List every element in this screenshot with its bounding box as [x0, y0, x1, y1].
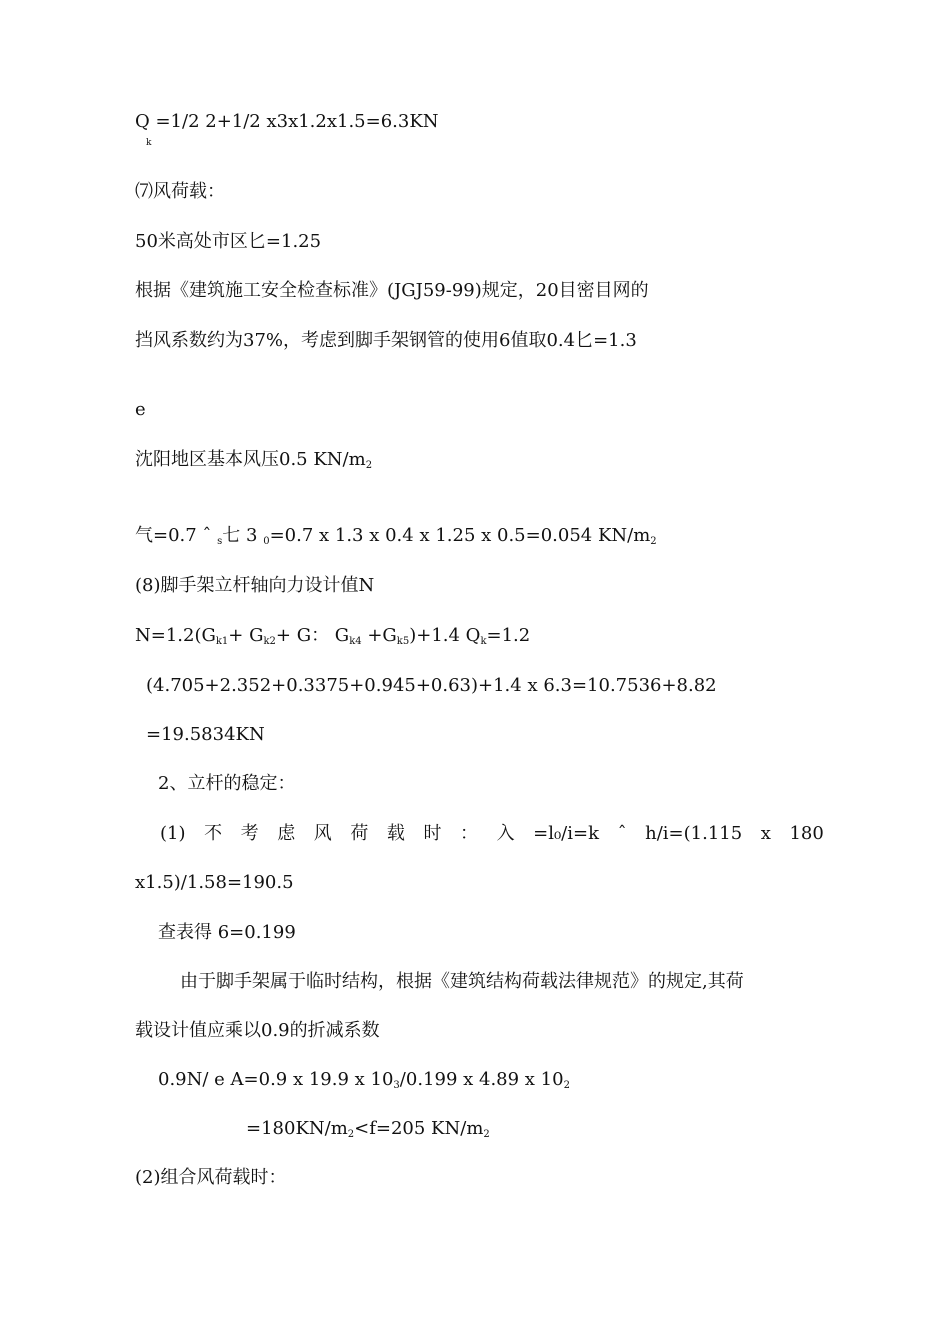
axial-sub-k5: k5 — [396, 636, 410, 647]
slenderness-part: 时 — [423, 823, 442, 844]
slenderness-part: =l₀/i=k — [533, 823, 599, 844]
formula-axial-force — [135, 625, 530, 653]
axial-sub-k2: k2 — [263, 636, 276, 647]
stress-result-sub2: 2 — [483, 1129, 490, 1140]
axial-part-g: +G — [361, 625, 397, 646]
formula-axial-values: (4.705+2.352+0.3375+0.945+0.63)+1.4 x 6.3=10.7536+8.82 — [146, 675, 717, 696]
text-standard-reference: 根据《建筑施工安全检查标准》(JGJ59-99)规定，20目密目网的 — [135, 280, 649, 301]
formula-wind-unit-sub: 2 — [650, 536, 657, 547]
text-wind-coefficient: 挡风系数约为37%，考虑到脚手架钢管的使用6值取0.4匕=1.3 — [135, 330, 637, 351]
stress-sub-3: 3 — [393, 1080, 400, 1091]
stress-result-sub: 2 — [347, 1129, 355, 1140]
formula-axial-result: =19.5834KN — [146, 724, 265, 745]
formula-stress-result — [246, 1118, 490, 1146]
slenderness-part: 180 — [789, 823, 824, 844]
formula-stress — [158, 1069, 570, 1097]
heading-combined-wind: (2)组合风荷载时： — [135, 1167, 287, 1188]
formula-qk-subscript: k — [146, 138, 152, 148]
heading-wind-load: ⑺风荷载： — [135, 181, 225, 202]
stress-part-c: /0.199 x 4.89 x 10 — [399, 1069, 564, 1090]
formula-wind-standard — [135, 525, 657, 553]
axial-sub-k1: k1 — [215, 636, 229, 647]
text-basic-wind-pressure — [135, 449, 372, 477]
formula-qk — [135, 111, 439, 133]
heading-stability: 2、立杆的稳定： — [158, 773, 296, 794]
slenderness-part: 风 — [313, 823, 332, 844]
slenderness-part: ： — [460, 823, 478, 844]
axial-part-e: + G： G — [275, 625, 350, 646]
slenderness-part: ˆ — [617, 823, 627, 844]
formula-wind-part3: =0.7 x 1.3 x 0.4 x 1.25 x 0.5=0.054 KN/m — [269, 525, 651, 546]
axial-part-i: )+1.4 Q — [409, 625, 481, 646]
stress-result-c: <f=205 KN/m — [354, 1118, 484, 1139]
axial-sub-k: k — [480, 636, 487, 647]
slenderness-part: 载 — [386, 823, 405, 844]
formula-wind-part1: 气=0.7 ˆ — [135, 525, 218, 546]
wind-pressure-unit-sub: 2 — [365, 460, 373, 471]
axial-part-c: + G — [228, 625, 264, 646]
stress-sub-2: 2 — [563, 1080, 570, 1091]
slenderness-part: 考 — [240, 823, 259, 844]
slenderness-part: x — [760, 823, 771, 844]
slenderness-part: h/i=(1.115 — [645, 823, 743, 844]
axial-part-k: =1.2 — [486, 625, 531, 646]
text-lookup: 查表得 6=0.199 — [158, 922, 296, 943]
stress-result-a: =180KN/m — [246, 1118, 348, 1139]
slenderness-part: (1) — [160, 823, 186, 844]
formula-slenderness — [160, 823, 824, 845]
axial-part-a: N=1.2(G — [135, 625, 216, 646]
formula-wind-sub-s: s — [217, 536, 223, 547]
formula-qk-text: Q =1/2 2+1/2 x3x1.2x1.5=6.3KN — [135, 111, 439, 132]
formula-wind-sub-0: 0 — [263, 536, 270, 547]
text-height-factor: 50米高处市区匕=1.25 — [135, 231, 322, 252]
formula-wind-part2: 七 3 — [222, 525, 264, 546]
heading-axial-force: (8)脚手架立杆轴向力设计值N — [135, 575, 375, 596]
text-temporary-structure: 由于脚手架属于临时结构，根据《建筑结构荷载法律规范》的规定,其荷 — [180, 971, 744, 992]
formula-slenderness-cont: x1.5)/1.58=190.5 — [135, 872, 294, 893]
slenderness-part: 虑 — [277, 823, 296, 844]
stress-part-a: 0.9N/ e A=0.9 x 19.9 x 10 — [158, 1069, 394, 1090]
text-reduction-factor: 载设计值应乘以0.9的折减系数 — [135, 1020, 380, 1041]
axial-sub-k4: k4 — [349, 636, 362, 647]
slenderness-part: 不 — [204, 823, 223, 844]
text-e: e — [135, 399, 146, 420]
slenderness-part: 入 — [496, 823, 515, 844]
slenderness-part: 荷 — [350, 823, 369, 844]
wind-pressure-text: 沈阳地区基本风压0.5 KN/m — [135, 449, 366, 470]
